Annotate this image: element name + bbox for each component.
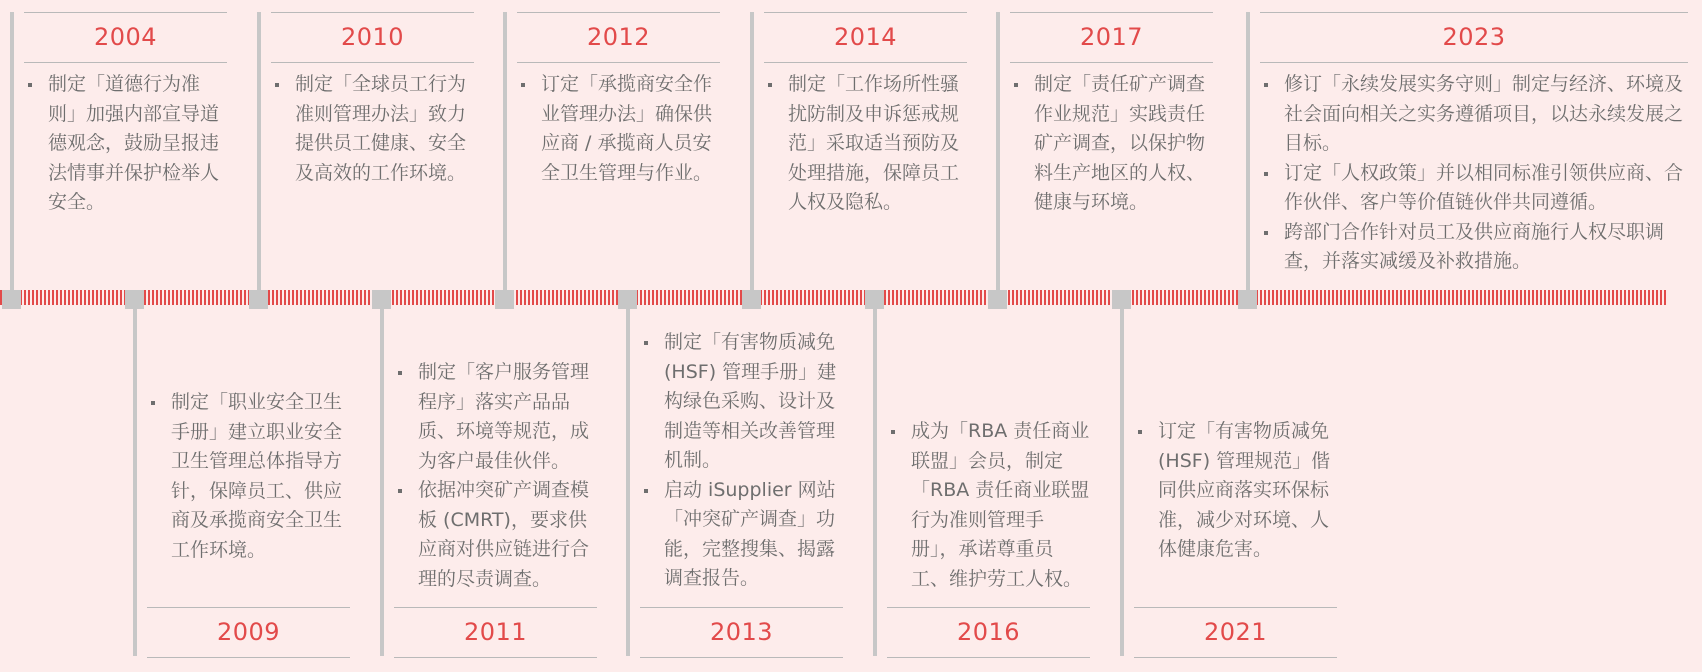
bullet-item: 制定「客户服务管理程序」落实产品品质、环境等规范，成为客户最佳伙伴。 <box>394 358 597 476</box>
bullet-item: 成为「RBA 责任商业联盟」会员，制定「RBA 责任商业联盟行为准则管理手册」，承诺尊重员工、维护劳工人权。 <box>887 417 1090 594</box>
timeline-connector <box>750 12 754 292</box>
bullet-item: 修订「永续发展实务守则」制定与经济、环境及社会面向相关之实务遵循项目，以达永续发展之目标。 <box>1260 70 1688 159</box>
bullet-item: 制定「责任矿产调查作业规范」实践责任矿产调查，以保护物料生产地区的人权、健康与环境。 <box>1010 70 1213 218</box>
year-label: 2010 <box>271 12 474 63</box>
timeline-connector <box>503 12 507 292</box>
bullet-list <box>764 70 967 218</box>
timeline-node <box>618 290 637 309</box>
bullet-item: 制定「道德行为准则」加强内部宣导道德观念，鼓励呈报违法情事并保护检举人安全。 <box>24 70 227 218</box>
timeline-node <box>249 290 268 309</box>
year-label: 2012 <box>517 12 720 63</box>
year-label: 2011 <box>394 607 597 658</box>
bullet-item: 启动 iSupplier 网站「冲突矿产调查」功能，完整搜集、揭露调查报告。 <box>640 476 843 594</box>
timeline-connector <box>626 300 630 656</box>
bullet-item: 跨部门合作针对员工及供应商施行人权尽职调查，并落实减缓及补救措施。 <box>1260 218 1688 277</box>
year-label: 2021 <box>1134 607 1337 658</box>
year-label: 2013 <box>640 607 843 658</box>
timeline-connector <box>873 300 877 656</box>
timeline-connector <box>10 12 14 292</box>
bullet-list <box>1260 70 1688 277</box>
bullet-list <box>271 70 474 188</box>
bullet-list <box>887 417 1090 594</box>
timeline-connector <box>257 12 261 292</box>
bullet-item: 依据冲突矿产调查模板 (CMRT)，要求供应商对供应链进行合理的尽责调查。 <box>394 476 597 594</box>
year-label: 2009 <box>147 607 350 658</box>
bullet-item: 订定「人权政策」并以相同标准引领供应商、合作伙伴、客户等价值链伙伴共同遵循。 <box>1260 159 1688 218</box>
year-label: 2014 <box>764 12 967 63</box>
bullet-list <box>640 328 843 594</box>
timeline-connector <box>133 300 137 656</box>
bullet-list <box>1010 70 1213 218</box>
year-label: 2016 <box>887 607 1090 658</box>
bullet-item: 制定「工作场所性骚扰防制及申诉惩戒规范」采取适当预防及处理措施，保障员工人权及隐私。 <box>764 70 967 218</box>
bullet-item: 制定「职业安全卫生手册」建立职业安全卫生管理总体指导方针，保障员工、供应商及承揽商安全卫生工作环境。 <box>147 388 350 565</box>
bullet-list <box>24 70 227 218</box>
timeline-node <box>495 290 514 309</box>
bullet-item: 制定「有害物质减免 (HSF) 管理手册」建构绿色采购、设计及制造等相关改善管理机制。 <box>640 328 843 476</box>
bullet-item: 订定「有害物质减免 (HSF) 管理规范」偕同供应商落实环保标准，减少对环境、人体健康危害。 <box>1134 417 1337 565</box>
bullet-list <box>147 388 350 565</box>
timeline-node <box>125 290 144 309</box>
year-label: 2023 <box>1260 12 1688 63</box>
timeline-connector <box>996 12 1000 292</box>
timeline-node <box>372 290 391 309</box>
timeline-node <box>1238 290 1257 309</box>
timeline-node <box>988 290 1007 309</box>
timeline-node <box>742 290 761 309</box>
timeline-node <box>1112 290 1131 309</box>
timeline-node <box>865 290 884 309</box>
bullet-item: 订定「承揽商安全作业管理办法」确保供应商 / 承揽商人员安全卫生管理与作业。 <box>517 70 720 188</box>
year-label: 2004 <box>24 12 227 63</box>
timeline-node <box>2 290 21 309</box>
bullet-list <box>517 70 720 188</box>
timeline-connector <box>1246 12 1250 292</box>
timeline-connector <box>1120 300 1124 656</box>
bullet-item: 制定「全球员工行为准则管理办法」致力提供员工健康、安全及高效的工作环境。 <box>271 70 474 188</box>
bullet-list <box>394 358 597 594</box>
year-label: 2017 <box>1010 12 1213 63</box>
timeline-connector <box>380 300 384 656</box>
bullet-list <box>1134 417 1337 565</box>
